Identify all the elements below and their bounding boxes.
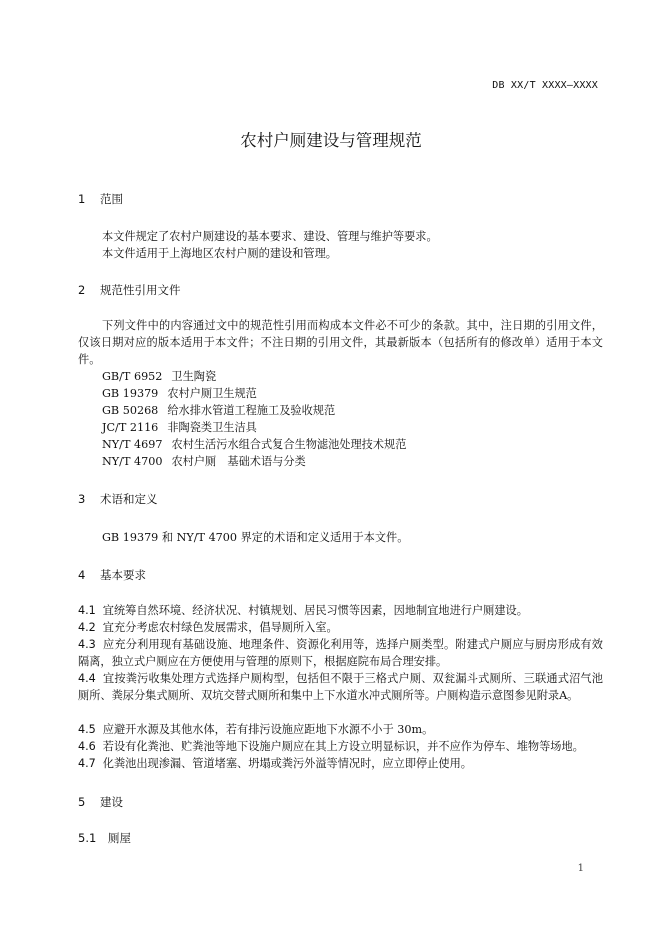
paragraph: GB 19379 和 NY/T 4700 界定的术语和定义适用于本文件。 [102, 531, 409, 544]
clause-number: 4.1 [78, 604, 96, 617]
page-number: 1 [577, 863, 584, 874]
reference-name: 农村户厕 基础术语与分类 [171, 455, 306, 468]
reference-item [102, 419, 257, 436]
clause-text: 若设有化粪池、贮粪池等地下设施户厕应在其上方设立明显标识，并不应作为停车、堆物等场地。 [102, 740, 584, 753]
reference-code: GB 19379 [102, 387, 159, 400]
reference-name: 卫生陶瓷 [171, 370, 217, 383]
clause-text: 应充分利用现有基础设施、地理条件、资源化利用等，选择户厕类型。附建式户厕应与厨房形成有效隔离，独立式户厕应在方便使用与管理的原则下，根据庭院布局合理安排。 [78, 638, 603, 668]
clause-text: 宜按粪污收集处理方式选择户厕构型，包括但不限于三格式户厕、双瓮漏斗式厕所、三联通式沼气池厕所、粪尿分集式厕所、双坑交替式厕所和集中上下水道水冲式厕所等。户厕构造示意图参见附录A。 [78, 672, 603, 702]
clause-item [78, 738, 603, 755]
reference-code: GB/T 6952 [102, 370, 163, 383]
section-number: 3 [78, 492, 86, 506]
section-title: 建设 [100, 795, 123, 809]
clause-text: 化粪池出现渗漏、管道堵塞、坍塌或粪污外溢等情况时，应立即停止使用。 [102, 757, 472, 770]
section-4-heading [78, 567, 146, 583]
paragraph: 本文件规定了农村户厕建设的基本要求、建设、管理与维护等要求。 [102, 230, 438, 243]
reference-code: GB 50268 [102, 404, 159, 417]
document-number: DB XX/T XXXX—XXXX [492, 80, 598, 91]
reference-name: 农村户厕卫生规范 [167, 387, 257, 400]
clause-number: 4.2 [78, 621, 96, 634]
clause-item [78, 755, 603, 772]
paragraph: 本文件适用于上海地区农村户厕的建设和管理。 [102, 247, 337, 260]
section-1-heading [78, 191, 123, 207]
clause-text: 应避开水源及其他水体，若有排污设施应距地下水源不小于 30m。 [102, 723, 434, 736]
paragraph: 下列文件中的内容通过文中的规范性引用而构成本文件必不可少的条款。其中，注日期的引用文件，仅该日期对应的版本适用于本文件；不注日期的引用文件，其最新版本（包括所有的修改单）适用于本文件。 [78, 319, 603, 366]
clause-number: 4.7 [78, 757, 96, 770]
clause-text: 宜统筹自然环境、经济状况、村镇规划、居民习惯等因素，因地制宜地进行户厕建设。 [102, 604, 528, 617]
section-5-heading [78, 794, 123, 810]
section-title: 规范性引用文件 [100, 283, 181, 297]
reference-code: NY/T 4700 [102, 455, 163, 468]
clause-item [78, 602, 603, 619]
reference-code: JC/T 2116 [102, 421, 159, 434]
clause-number: 4.5 [78, 723, 96, 736]
clause-number: 4.4 [78, 672, 96, 685]
section-title: 厕屋 [108, 831, 131, 845]
clause-number: 4.6 [78, 740, 96, 753]
clause-item [78, 721, 603, 738]
section-title: 术语和定义 [100, 492, 158, 506]
clause-item [78, 619, 603, 636]
section-2-heading [78, 282, 181, 298]
reference-name: 非陶瓷类卫生洁具 [167, 421, 257, 434]
section-3-heading [78, 491, 158, 507]
reference-item [102, 402, 335, 419]
section-title: 基本要求 [100, 568, 146, 582]
section-number: 4 [78, 568, 86, 582]
reference-item [102, 453, 306, 470]
section-number: 2 [78, 283, 86, 297]
clause-item [78, 636, 603, 670]
reference-name: 给水排水管道工程施工及验收规范 [167, 404, 336, 417]
reference-item [102, 385, 257, 402]
reference-name: 农村生活污水组合式复合生物滤池处理技术规范 [171, 438, 407, 451]
clause-number: 4.3 [78, 638, 96, 651]
section-number: 1 [78, 192, 86, 206]
section-number: 5 [78, 795, 86, 809]
section-number: 5.1 [78, 831, 97, 845]
reference-item [102, 368, 216, 385]
page-title: 农村户厕建设与管理规范 [240, 131, 422, 150]
reference-code: NY/T 4697 [102, 438, 163, 451]
section-title: 范围 [100, 192, 123, 206]
reference-item [102, 436, 406, 453]
subsection-5-1-heading [78, 830, 131, 846]
clause-item [78, 670, 603, 704]
clause-text: 宜充分考虑农村绿色发展需求，倡导厕所入室。 [102, 621, 338, 634]
